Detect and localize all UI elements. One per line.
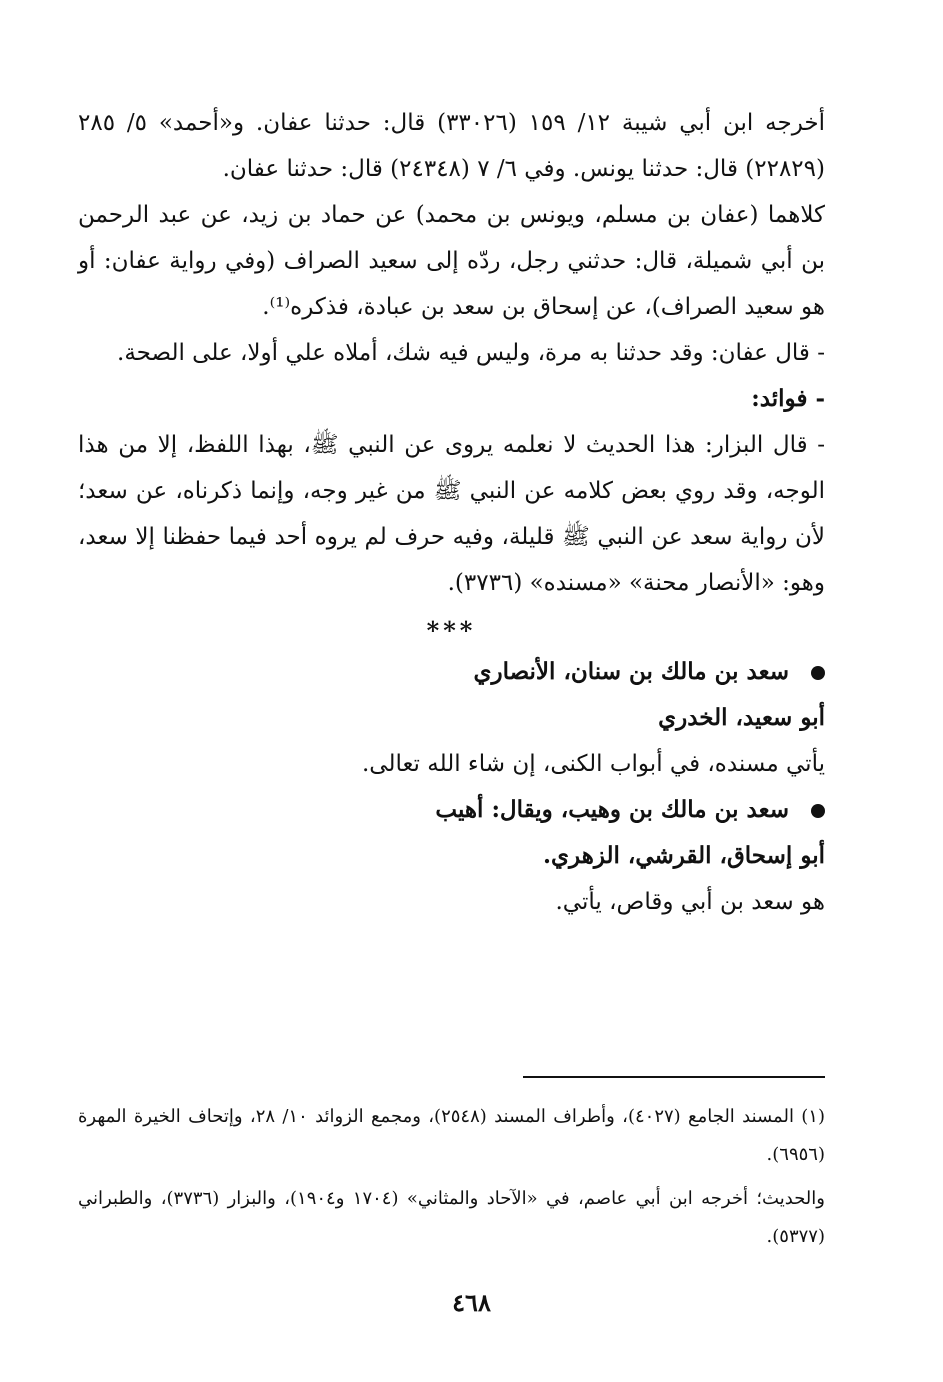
affan-remark-paragraph: - قال عفان: وقد حدثنا به مرة، وليس فيه شك، أملاه علي أولا، على الصحة.	[117, 340, 825, 366]
benefits-heading: - فوائد:	[751, 385, 825, 412]
entry-note: هو سعد بن أبي وقاص، يأتي.	[555, 889, 825, 915]
entry-title-line2: أبو إسحاق، القرشي، الزهري.	[543, 842, 825, 869]
entry-title-line1	[78, 787, 825, 833]
bazzar-remark-paragraph: - قال البزار: هذا الحديث لا نعلمه يروى عن النبي ﷺ، بهذا اللفظ، إلا من هذا الوجه، وقد روي بعض كلامه عن النبي ﷺ من غير وجه، وإنما ذكرناه، عن سعد؛ لأن رواية سعد عن النبي ﷺ قليلة، وفيه حرف لم يروه أحد فيما حفظنا إلا سعد، وهو: «الأنصار محنة» «مسنده» (٣٧٣٦).	[78, 432, 825, 596]
footnotes	[78, 1098, 825, 1262]
section-separator: ***	[426, 616, 477, 645]
entry-saad-ibn-malik-ibn-sinan	[78, 649, 825, 787]
main-text	[78, 100, 825, 925]
page-number: ٤٦٨	[452, 1288, 491, 1317]
hadith-takhrij-paragraph: أخرجه ابن أبي شيبة ١٢/ ١٥٩ (٣٣٠٢٦) قال: حدثنا عفان. و«أحمد» ٥/ ٢٨٥ (٢٢٨٢٩) قال: حدثنا يونس. وفي ٦/ ٧ (٢٤٣٤٨) قال: حدثنا عفان.	[78, 110, 825, 182]
entry-name: سعد بن مالك بن وهيب، ويقال: أهيب	[435, 796, 789, 823]
entry-note: يأتي مسنده، في أبواب الكنى، إن شاء الله تعالى.	[361, 751, 825, 777]
entry-title-line2: أبو سعيد، الخدري	[658, 704, 825, 731]
entry-title-line1	[78, 649, 825, 695]
footnote-divider	[523, 1076, 825, 1078]
bullet-icon	[811, 804, 825, 818]
footnote-1: (١) المسند الجامع (٤٠٢٧)، وأطراف المسند (٢٥٤٨)، ومجمع الزوائد ١٠/ ٢٨، وإتحاف الخيرة المهرة (٦٩٥٦).	[78, 1106, 825, 1165]
entry-saad-ibn-malik-ibn-wuhayb	[78, 787, 825, 925]
chain-paragraph: كلاهما (عفان بن مسلم، ويونس بن محمد) عن حماد بن زيد، عن عبد الرحمن بن أبي شميلة، قال: حدثني رجل، ردّه إلى سعيد الصراف (وفي رواية عفان: أو هو سعيد الصراف)، عن إسحاق بن سعد بن عبادة، فذكره⁽¹⁾.	[78, 202, 825, 320]
footnote-1-continued: والحديث؛ أخرجه ابن أبي عاصم، في «الآحاد والمثاني» (١٧٠٤ و١٩٠٤)، والبزار (٣٧٣٦)، والطبراني (٥٣٧٧).	[78, 1188, 825, 1247]
bullet-icon	[811, 666, 825, 680]
entry-name: سعد بن مالك بن سنان، الأنصاري	[473, 658, 789, 685]
